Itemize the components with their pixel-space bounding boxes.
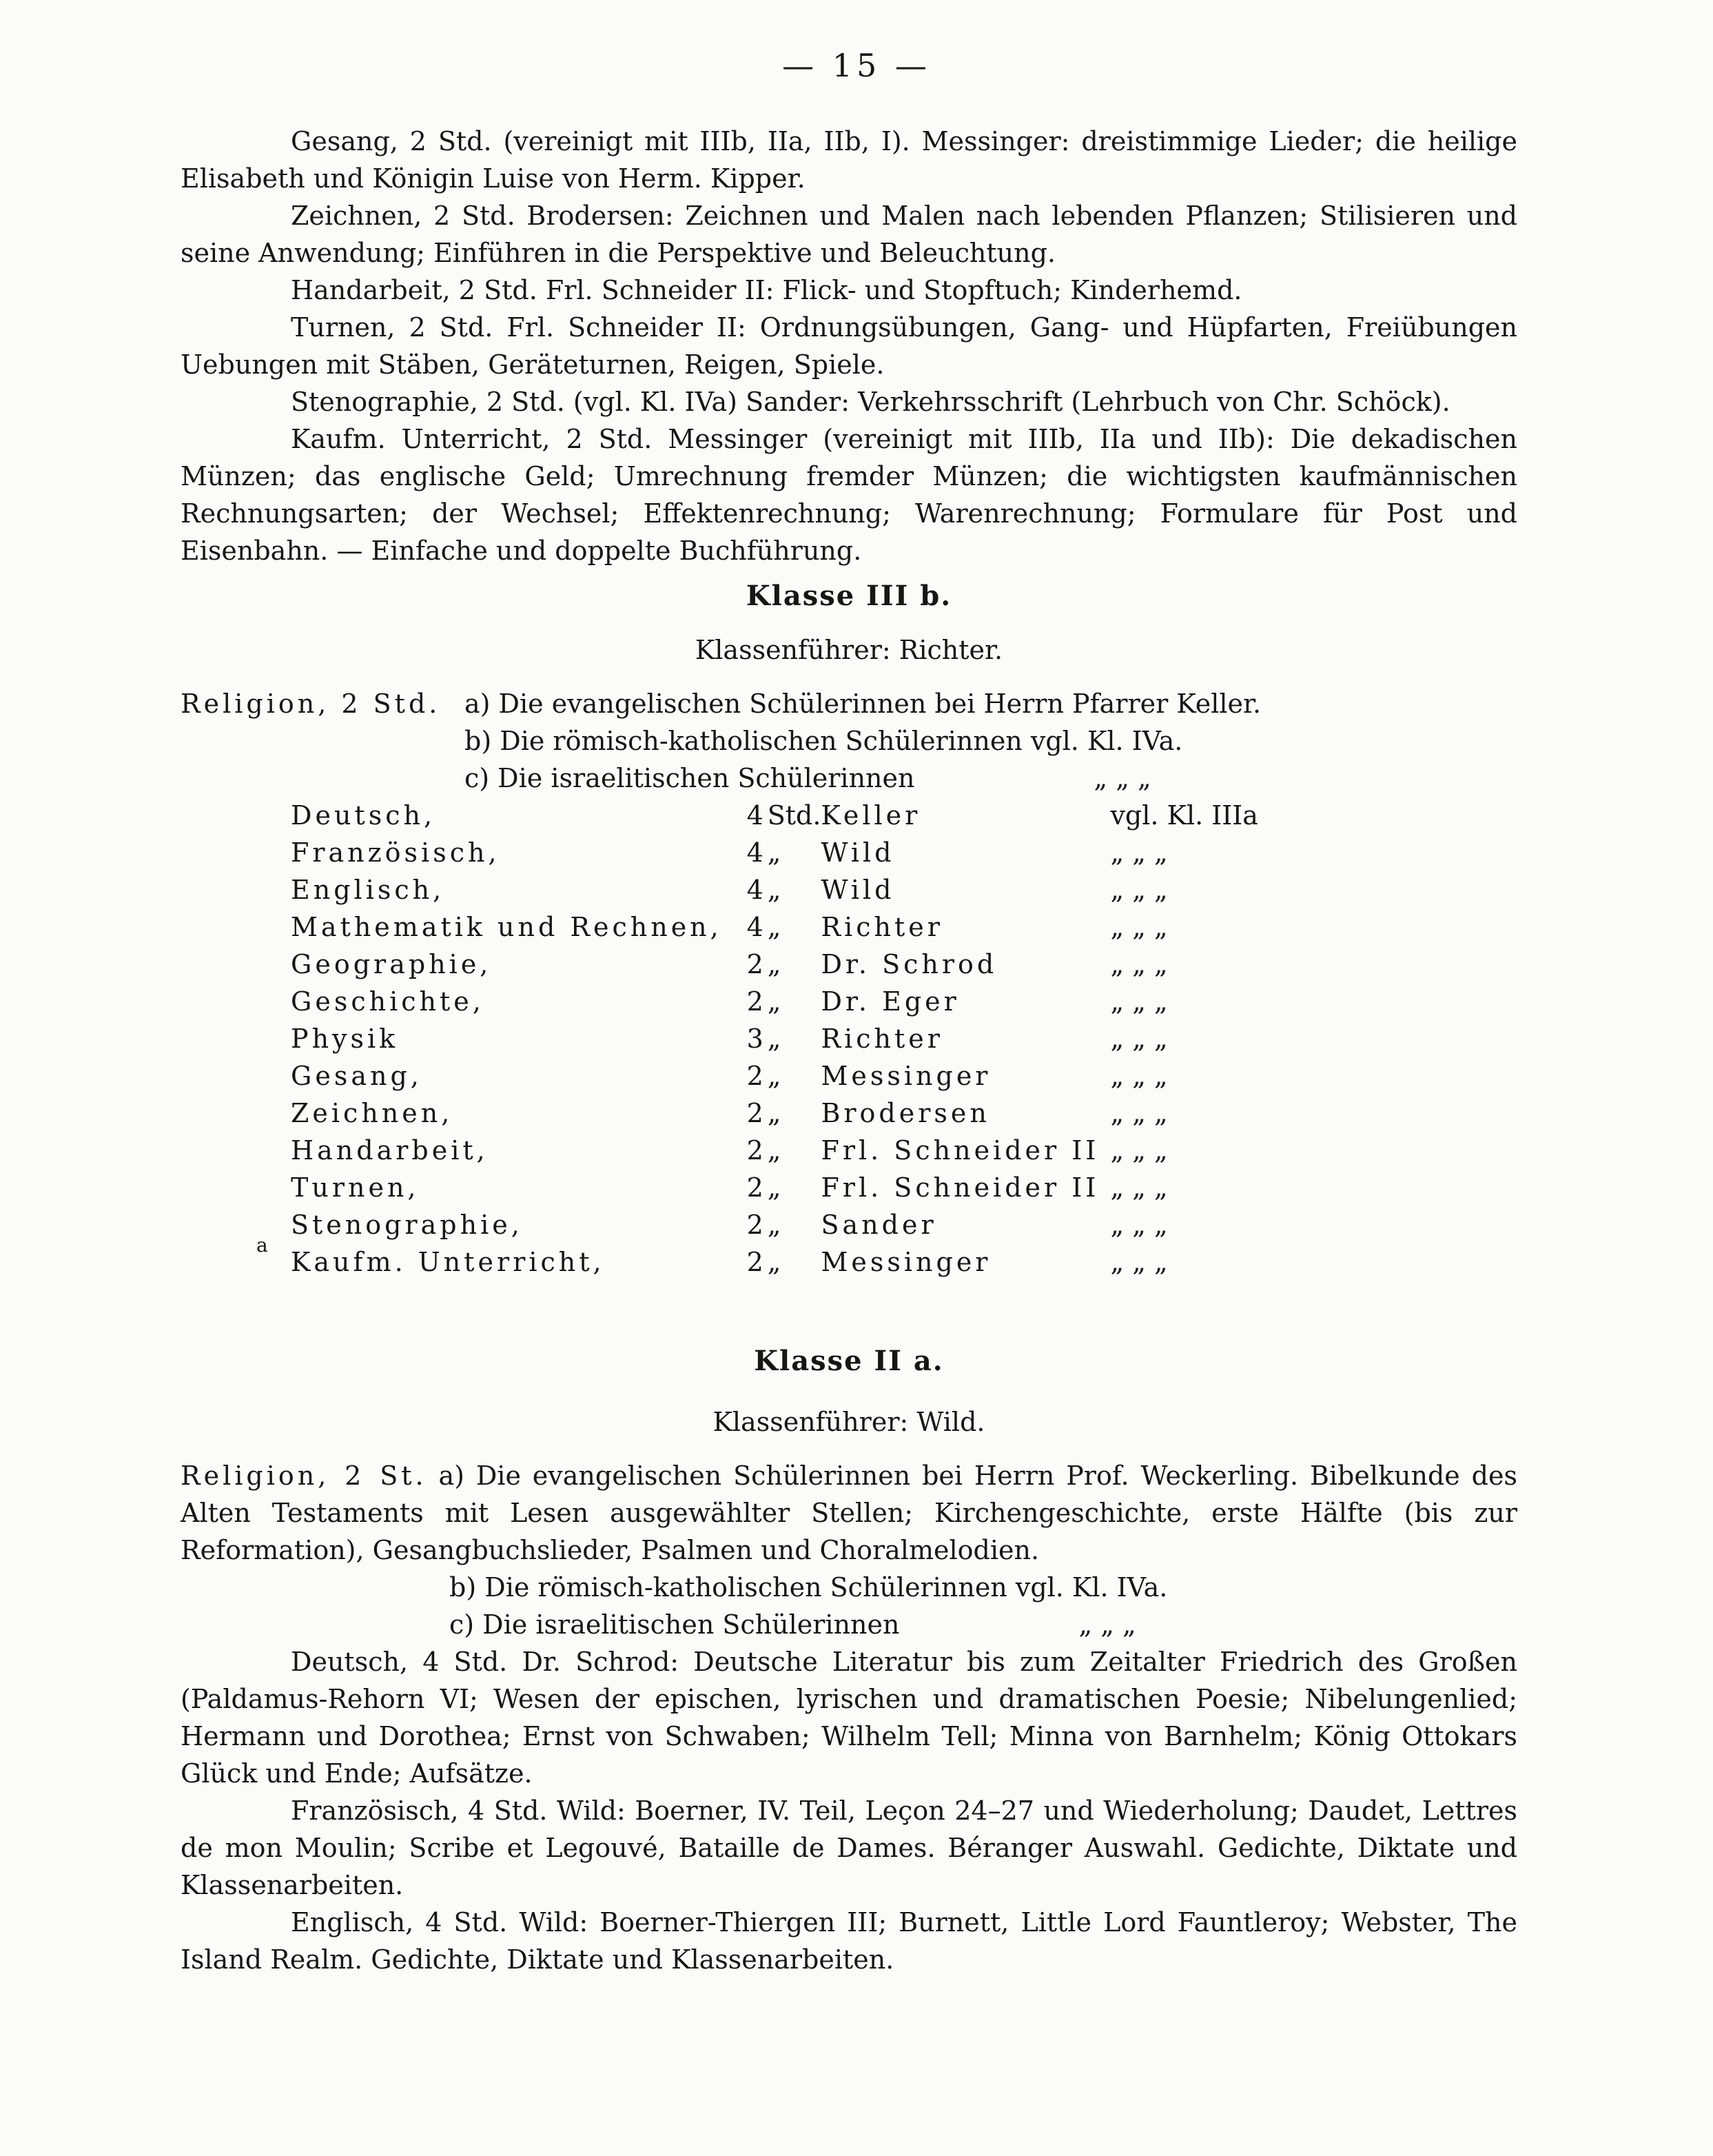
iiib-religion-c-ditto: „ „ „ [1094, 763, 1151, 793]
iiib-hours-row [291, 946, 1317, 983]
paragraph-stenographie: Stenographie, 2 Std. (vgl. Kl. IVa) Sander: Verkehrsschrift (Lehrbuch von Chr. Schöck). [291, 387, 1450, 417]
iiib-subject: Mathematik und Rechnen, [291, 912, 722, 942]
paragraph-turnen: Turnen, 2 Std. Frl. Schneider II: Ordnungsübungen, Gang- und Hüpfarten, Freiübungen Uebungen mit Stäben, Geräteturnen, Reigen, Spiele. [181, 312, 1517, 380]
class-iia-heading: Klasse II a. [754, 1345, 944, 1377]
class-iiib-section [181, 578, 1517, 1281]
iiib-teacher: Wild [821, 875, 895, 905]
iia-religion-row-b [181, 1569, 1517, 1606]
iiib-reference: „ „ „ [1110, 1210, 1168, 1240]
iiib-hours: 2 [746, 1098, 763, 1128]
iiib-subject: Englisch, [291, 875, 445, 905]
iiib-hours: 4 [746, 875, 763, 905]
iia-religion-label: Religion, 2 St. [181, 1461, 427, 1491]
iia-paragraph-deutsch: Deutsch, 4 Std. Dr. Schrod: Deutsche Literatur bis zum Zeitalter Friedrich des Großen (Paldamus-Rehorn VI; Wesen der epischen, lyrischen und dramatischen Poesie; Nibelungenlied; Hermann und Dorothea; Ernst von Schwaben; Wilhelm Tell; Minna von Barnhelm; König Ottokars Glück und Ende; Aufsätze. [181, 1647, 1517, 1789]
iiib-religion-c: c) Die israelitischen Schülerinnen [464, 763, 915, 793]
iiib-unit: „ [767, 986, 781, 1017]
iiib-hours: 4 [746, 912, 763, 942]
iiib-religion-row-a [181, 685, 1517, 722]
iiib-religion-row-c [181, 760, 1517, 797]
iiib-unit: „ [767, 1061, 781, 1091]
iiib-hours-row [291, 834, 1317, 871]
iiib-teacher: Dr. Schrod [821, 949, 998, 979]
iiib-unit: „ [767, 1135, 781, 1166]
iiib-hours: 4 [746, 800, 763, 831]
iiib-teacher: Brodersen [821, 1098, 990, 1128]
iiib-religion-a: a) Die evangelischen Schülerinnen bei Herrn Pfarrer Keller. [464, 689, 1262, 719]
iiib-subject: Handarbeit, [291, 1135, 489, 1166]
iiib-subject: Kaufm. Unterricht, [291, 1247, 605, 1277]
iiib-hours-row [291, 908, 1317, 946]
iiib-subject: Turnen, [291, 1172, 420, 1203]
iiib-unit: „ [767, 837, 781, 868]
iiib-hours-row [291, 1132, 1317, 1169]
iiib-hours-row [291, 1243, 1317, 1281]
iiib-religion-b: b) Die römisch-katholischen Schülerinnen vgl. Kl. IVa. [464, 726, 1183, 756]
iiib-reference: „ „ „ [1110, 1135, 1168, 1166]
iiib-hours-row [291, 871, 1317, 908]
page-number: — 15 — [782, 47, 931, 84]
iiib-hours-row [291, 1169, 1317, 1206]
iia-paragraph-franzoesisch: Französisch, 4 Std. Wild: Boerner, IV. Teil, Leçon 24–27 und Wiederholung; Daudet, Lettres de mon Moulin; Scribe et Legouvé, Bataille de Dames. Béranger Auswahl. Gedichte, Diktate und Klassenarbeiten. [181, 1796, 1517, 1900]
iiib-teacher: Richter [821, 912, 943, 942]
iiib-reference: vgl. Kl. IIIa [1110, 800, 1258, 831]
iiib-teacher: Frl. Schneider II [821, 1135, 1100, 1166]
iiib-unit: „ [767, 912, 781, 942]
iiib-subject: Zeichnen, [291, 1098, 453, 1128]
iia-religion-c-ditto: „ „ „ [1078, 1609, 1136, 1640]
iiib-subject: Geschichte, [291, 986, 484, 1017]
iiib-hours-table [291, 797, 1317, 1281]
iiib-unit: „ [767, 1247, 781, 1277]
class-iiib-leader: Klassenführer: Richter. [695, 635, 1003, 665]
iiib-subject: Physik [291, 1024, 399, 1054]
class-iiib-heading: Klasse III b. [746, 580, 952, 612]
iiib-hours-row [291, 797, 1317, 834]
iiib-reference: „ „ „ [1110, 1024, 1168, 1054]
paragraph-handarbeit: Handarbeit, 2 Std. Frl. Schneider II: Flick- und Stopftuch; Kinderhemd. [291, 275, 1242, 305]
iiib-hours: 2 [746, 949, 763, 979]
iiib-subject: Geographie, [291, 949, 492, 979]
iiib-unit: „ [767, 1098, 781, 1128]
iiib-religion-label: Religion, 2 Std. [181, 689, 441, 719]
iiib-subject: Gesang, [291, 1061, 422, 1091]
iia-religion-c: c) Die israelitischen Schülerinnen [449, 1609, 900, 1640]
iiib-teacher: Wild [821, 837, 895, 868]
iiib-hours-row [291, 983, 1317, 1020]
class-iia-leader: Klassenführer: Wild. [712, 1407, 985, 1437]
iiib-unit: Std. [767, 800, 821, 831]
iiib-unit: „ [767, 875, 781, 905]
iiib-teacher: Keller [821, 800, 921, 831]
iia-religion-b: b) Die römisch-katholischen Schülerinnen vgl. Kl. IVa. [449, 1572, 1168, 1603]
intro-section [181, 123, 1517, 569]
iiib-unit: „ [767, 949, 781, 979]
iiib-reference: „ „ „ [1110, 837, 1168, 868]
iiib-unit: „ [767, 1210, 781, 1240]
iiib-subject: Französisch, [291, 837, 500, 868]
class-iia-section [181, 1343, 1517, 1978]
iiib-reference: „ „ „ [1110, 1247, 1168, 1277]
iiib-reference: „ „ „ [1110, 912, 1168, 942]
iiib-teacher: Frl. Schneider II [821, 1172, 1100, 1203]
iiib-hours-row [291, 1057, 1317, 1095]
iiib-hours: 3 [746, 1024, 763, 1054]
iiib-unit: „ [767, 1024, 781, 1054]
paragraph-kaufm-unterricht: Kaufm. Unterricht, 2 Std. Messinger (vereinigt mit IIIb, IIa und IIb): Die dekadischen Münzen; das englische Geld; Umrechnung fremder Münzen; die wichtigsten kaufmännischen Rechnungsarten; der Wechsel; Effektenrechnung; Warenrechnung; Formulare für Post und Eisenbahn. — Einfache und doppelte Buchführung. [181, 424, 1517, 566]
iiib-subject: Deutsch, [291, 800, 436, 831]
iia-religion-row-c [181, 1606, 1517, 1643]
paragraph-gesang: Gesang, 2 Std. (vereinigt mit IIIb, IIa, IIb, I). Messinger: dreistimmige Lieder; die heilige Elisabeth und Königin Luise von Herm. Kipper. [181, 126, 1517, 194]
paragraph-zeichnen: Zeichnen, 2 Std. Brodersen: Zeichnen und Malen nach lebenden Pflanzen; Stilisieren und seine Anwendung; Einführen in die Perspektive und Beleuchtung. [181, 201, 1517, 268]
iiib-reference: „ „ „ [1110, 949, 1168, 979]
iiib-hours: 2 [746, 1210, 763, 1240]
iiib-hours: 2 [746, 1247, 763, 1277]
iiib-teacher: Sander [821, 1210, 937, 1240]
iiib-reference: „ „ „ [1110, 1098, 1168, 1128]
iiib-hours: 2 [746, 1061, 763, 1091]
iiib-religion-row-b [181, 722, 1517, 760]
iiib-teacher: Messinger [821, 1061, 992, 1091]
iiib-hours-row [291, 1095, 1317, 1132]
iiib-reference: „ „ „ [1110, 986, 1168, 1017]
iiib-hours: 2 [746, 986, 763, 1017]
iiib-reference: „ „ „ [1110, 1061, 1168, 1091]
iia-religion-a-paragraph [181, 1457, 1517, 1569]
iiib-hours: 2 [746, 1135, 763, 1166]
iiib-reference: „ „ „ [1110, 1172, 1168, 1203]
iiib-teacher: Dr. Eger [821, 986, 960, 1017]
iiib-hours-row [291, 1206, 1317, 1243]
iiib-teacher: Richter [821, 1024, 943, 1054]
iiib-hours: 4 [746, 837, 763, 868]
iia-religion-a: a) Die evangelischen Schülerinnen bei Herrn Prof. Weckerling. Bibelkunde des Alten Testaments mit Lesen ausgewählter Stellen; Kirchengeschichte, erste Hälfte (bis zur Reformation), Gesangbuchslieder, Psalmen und Choralmelodien. [181, 1461, 1517, 1565]
iiib-unit: „ [767, 1172, 781, 1203]
iiib-hours-row [291, 1020, 1317, 1057]
iiib-subject: Stenographie, [291, 1210, 523, 1240]
iiib-hours: 2 [746, 1172, 763, 1203]
iia-paragraph-englisch: Englisch, 4 Std. Wild: Boerner-Thiergen III; Burnett, Little Lord Fauntleroy; Webster, The Island Realm. Gedichte, Diktate und Klassenarbeiten. [181, 1907, 1517, 1975]
margin-mark: a [256, 1234, 268, 1257]
iiib-teacher: Messinger [821, 1247, 992, 1277]
iiib-reference: „ „ „ [1110, 875, 1168, 905]
